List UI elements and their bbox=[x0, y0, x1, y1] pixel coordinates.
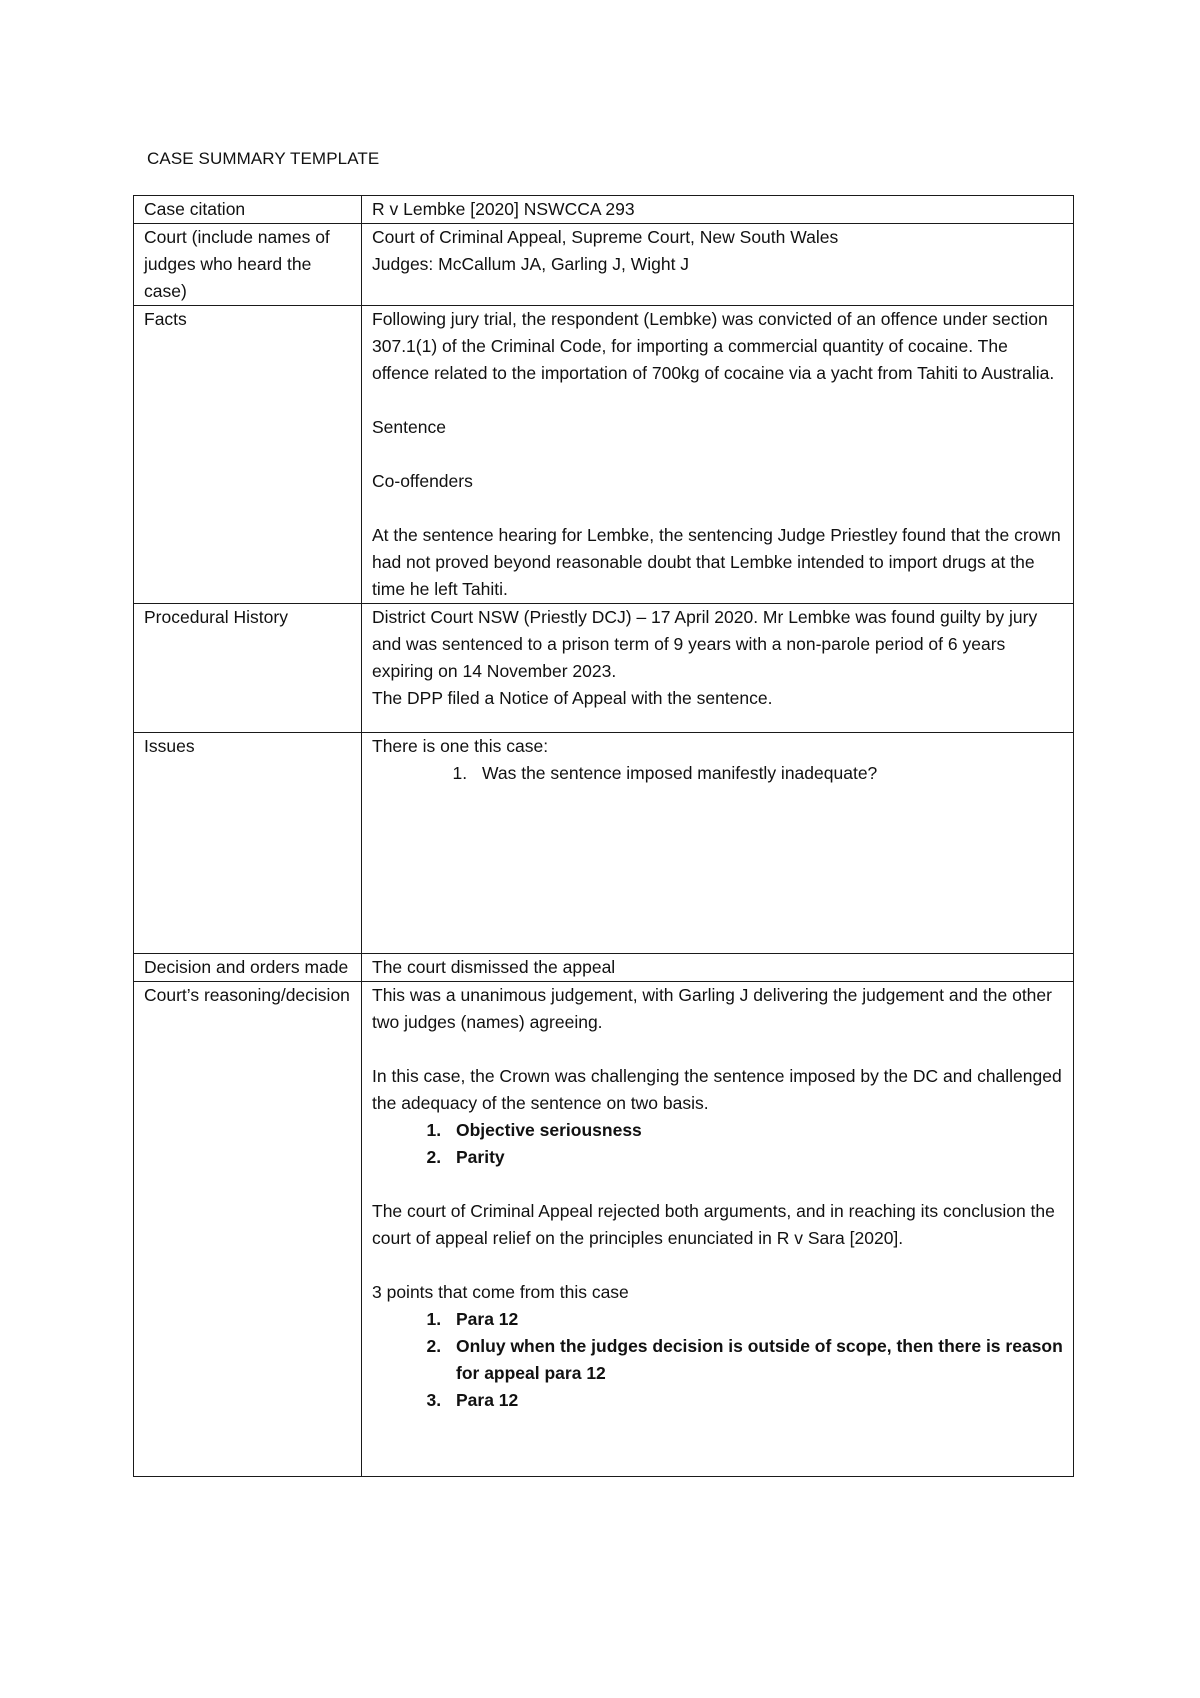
facts-heading-cooffenders: Co-offenders bbox=[372, 471, 473, 491]
court-name: Court of Criminal Appeal, Supreme Court, New South Wales bbox=[372, 227, 839, 247]
spacer bbox=[372, 1252, 1063, 1279]
procedural-paragraph: District Court NSW (Priestly DCJ) – 17 April 2020. Mr Lembke was found guilty by jury and was sentenced to a prison term of 9 years with a non-parole period of 6 years expiring on 14 November 2023. bbox=[372, 607, 1038, 681]
row-case-citation bbox=[134, 196, 1074, 224]
page-title: CASE SUMMARY TEMPLATE bbox=[147, 149, 380, 168]
label-case-citation: Case citation bbox=[134, 196, 362, 224]
value-reasoning bbox=[362, 982, 1074, 1477]
row-issues bbox=[134, 733, 1074, 954]
value-court bbox=[362, 224, 1074, 306]
list-item: 3. Para 12 bbox=[446, 1387, 1063, 1414]
label-issues: Issues bbox=[134, 733, 362, 954]
spacer bbox=[372, 1036, 1063, 1063]
list-item: 2. Onluy when the judges decision is outside of scope, then there is reason for appeal para 12 bbox=[446, 1333, 1063, 1387]
label-facts: Facts bbox=[134, 306, 362, 604]
row-facts bbox=[134, 306, 1074, 604]
procedural-appeal: The DPP filed a Notice of Appeal with the sentence. bbox=[372, 688, 773, 708]
issues-list bbox=[372, 760, 1063, 787]
row-decision bbox=[134, 954, 1074, 982]
court-judges: Judges: McCallum JA, Garling J, Wight J bbox=[372, 254, 690, 274]
label-court: Court (include names of judges who heard the case) bbox=[134, 224, 362, 306]
list-item: 1. Objective seriousness bbox=[446, 1117, 1063, 1144]
label-decision: Decision and orders made bbox=[134, 954, 362, 982]
row-reasoning bbox=[134, 982, 1074, 1477]
points-list bbox=[372, 1306, 1063, 1414]
basis-list bbox=[372, 1117, 1063, 1171]
row-court bbox=[134, 224, 1074, 306]
facts-paragraph: Following jury trial, the respondent (Lembke) was convicted of an offence under section 307.1(1) of the Criminal Code, for importing a commercial quantity of cocaine. The offence related to the importation of 700kg of cocaine via a yacht from Tahiti to Australia. bbox=[372, 309, 1055, 383]
value-case-citation: R v Lembke [2020] NSWCCA 293 bbox=[362, 196, 1074, 224]
spacer bbox=[372, 1171, 1063, 1198]
value-facts bbox=[362, 306, 1074, 604]
value-decision: The court dismissed the appeal bbox=[362, 954, 1074, 982]
label-procedural-history: Procedural History bbox=[134, 604, 362, 733]
reasoning-paragraph: This was a unanimous judgement, with Garling J delivering the judgement and the other two judges (names) agreeing. bbox=[372, 985, 1052, 1032]
spacer bbox=[372, 441, 1063, 468]
case-summary-table bbox=[133, 195, 1074, 1477]
spacer bbox=[372, 495, 1063, 522]
row-procedural-history bbox=[134, 604, 1074, 733]
value-procedural-history bbox=[362, 604, 1074, 733]
value-issues bbox=[362, 733, 1074, 954]
facts-sentence-hearing: At the sentence hearing for Lembke, the sentencing Judge Priestley found that the crown had not proved beyond reasonable doubt that Lembke intended to import drugs at the time he left Tahiti. bbox=[372, 525, 1061, 599]
spacer bbox=[372, 387, 1063, 414]
reasoning-rejection: The court of Criminal Appeal rejected both arguments, and in reaching its conclusion the court of appeal relief on the principles enunciated in R v Sara [2020]. bbox=[372, 1201, 1055, 1248]
reasoning-crown-challenge: In this case, the Crown was challenging the sentence imposed by the DC and challenged the adequacy of the sentence on two basis. bbox=[372, 1066, 1062, 1113]
facts-heading-sentence: Sentence bbox=[372, 417, 446, 437]
issues-intro: There is one this case: bbox=[372, 736, 549, 756]
reasoning-points-intro: 3 points that come from this case bbox=[372, 1282, 629, 1302]
label-reasoning: Court’s reasoning/decision bbox=[134, 982, 362, 1477]
list-item: 1. Was the sentence imposed manifestly inadequate? bbox=[472, 760, 1063, 787]
list-item: 1. Para 12 bbox=[446, 1306, 1063, 1333]
list-item: 2. Parity bbox=[446, 1144, 1063, 1171]
